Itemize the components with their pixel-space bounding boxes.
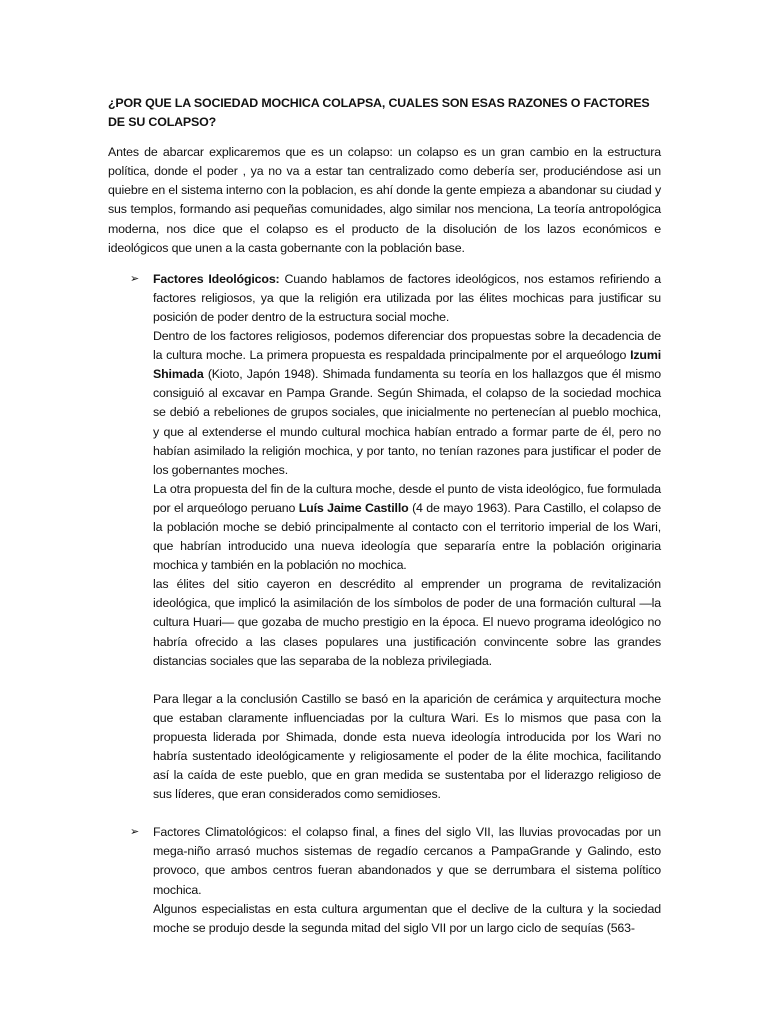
intro-paragraph: Antes de abarcar explicaremos que es un colapso: un colapso es un gran cambio en la estructura política, donde el poder , ya no va a estar tan centralizado como debería ser, produciéndose asi un quiebre en el sistema interno con la poblacion, es ahí donde la gente empieza a abandonar su ciudad y sus templos, formando asi pequeñas comunidades, algo similar nos menciona, La teoría antropológica moderna, nos dice que el colapso es el producto de la disolución de los lazos económicos e ideológicos que unen a la casta gobernante con la población base. [108, 145, 661, 255]
shimada-name: Izumi Shimada [153, 348, 661, 382]
climatologicos-paragraph-1: Factores Climatológicos: el colapso final, a fines del siglo VII, las lluvias provocadas por un mega-niño arrasó muchos sistemas de regadío cercanos a PampaGrande y Galindo, esto provoco, que ambos centros fueran abandonados y que se derrumbara el sistema político mochica. [153, 825, 661, 897]
ideologicos-paragraph-5: Para llegar a la conclusión Castillo se basó en la aparición de cerámica y arquitectura moche que estaban claramente influenciadas por la cultura Wari. Es lo mismos que pasa con la propuesta liderada por Shimada, donde esta nueva ideología introducida por los Wari no habría sustentado ideológicamente y religiosamente el poder de la élite mochica, facilitando así la caída de este pueblo, que en gran medida se sustentaba por el liderazgo religioso de sus líderes, que eran considerados como semidioses. [153, 691, 661, 802]
ideologicos-paragraph-3 [153, 480, 661, 575]
ideologicos-heading: Factores Ideológicos: [153, 271, 280, 286]
castillo-intro-text: La otra propuesta del fin de la cultura moche, desde el punto de vista ideológico, fue formulada por el arqueólogo peruano [153, 481, 661, 515]
arrow-bullet-icon: ➢ [130, 272, 140, 285]
ideologicos-paragraph-4: las élites del sitio cayeron en descrédito al emprender un programa de revitalización ideológica, que implicó la asimilación de los símbolos de poder de una formación cultural —la cultura Huari— que gozaba de mucho prestigio en la época. El nuevo programa ideológico no habría ofrecido a las clases populares una justificación convincente sobre las grandes distancias sociales que las separaba de la nobleza privilegiada. [153, 577, 661, 668]
shimada-intro-text: Dentro de los factores religiosos, podemos diferenciar dos propuestas sobre la decadencia de la cultura moche. La primera propuesta es respaldada principalmente por el arqueólogo [153, 329, 661, 363]
ideologicos-intro-text: Cuando hablamos de factores ideológicos, nos estamos refiriendo a factores religiosos, ya que la religión era utilizada por las élites mochicas para justificar su posición de poder dentro de la estructura social moche. [153, 271, 662, 324]
document-title: ¿POR QUE LA SOCIEDAD MOCHICA COLAPSA, CUALES SON ESAS RAZONES O FACTORES DE SU COLAPSO? [108, 96, 650, 130]
bullet-climatologicos [108, 823, 661, 938]
castillo-theory-text: (4 de mayo 1963). Para Castillo, el colapso de la población moche se debió principalmente al contacto con el territorio imperial de los Wari, que habrían introducido una nueva ideología que separaría entre la población originaria mochica y también en la población no mochica. [153, 500, 661, 573]
climatologicos-paragraph-2: Algunos especialistas en esta cultura argumentan que el declive de la cultura y la sociedad moche se produjo desde la segunda mitad del siglo VII por un largo ciclo de sequías (563- [153, 901, 661, 935]
shimada-theory-text: (Kioto, Japón 1948). Shimada fundamenta su teoría en los hallazgos que él mismo consiguió al excavar en Pampa Grande. Según Shimada, el colapso de la sociedad mochica se debió a rebeliones de grupos sociales, que inicialmente no pertenecían al pueblo mochica, y que al extenderse el mundo cultural mochica habían entrado a formar parte de él, pero no habían asimilado la religión mochica, y por tanto, no tenían razones para justificar el poder de los gobernantes moches. [153, 367, 661, 477]
ideologicos-content [153, 270, 661, 805]
bullet-ideologicos [108, 270, 661, 805]
arrow-bullet-icon: ➢ [130, 826, 140, 839]
climatologicos-content [153, 823, 661, 938]
ideologicos-paragraph-2 [153, 327, 661, 480]
castillo-name: Luís Jaime Castillo [298, 500, 409, 515]
ideologicos-paragraph-1 [153, 270, 661, 327]
